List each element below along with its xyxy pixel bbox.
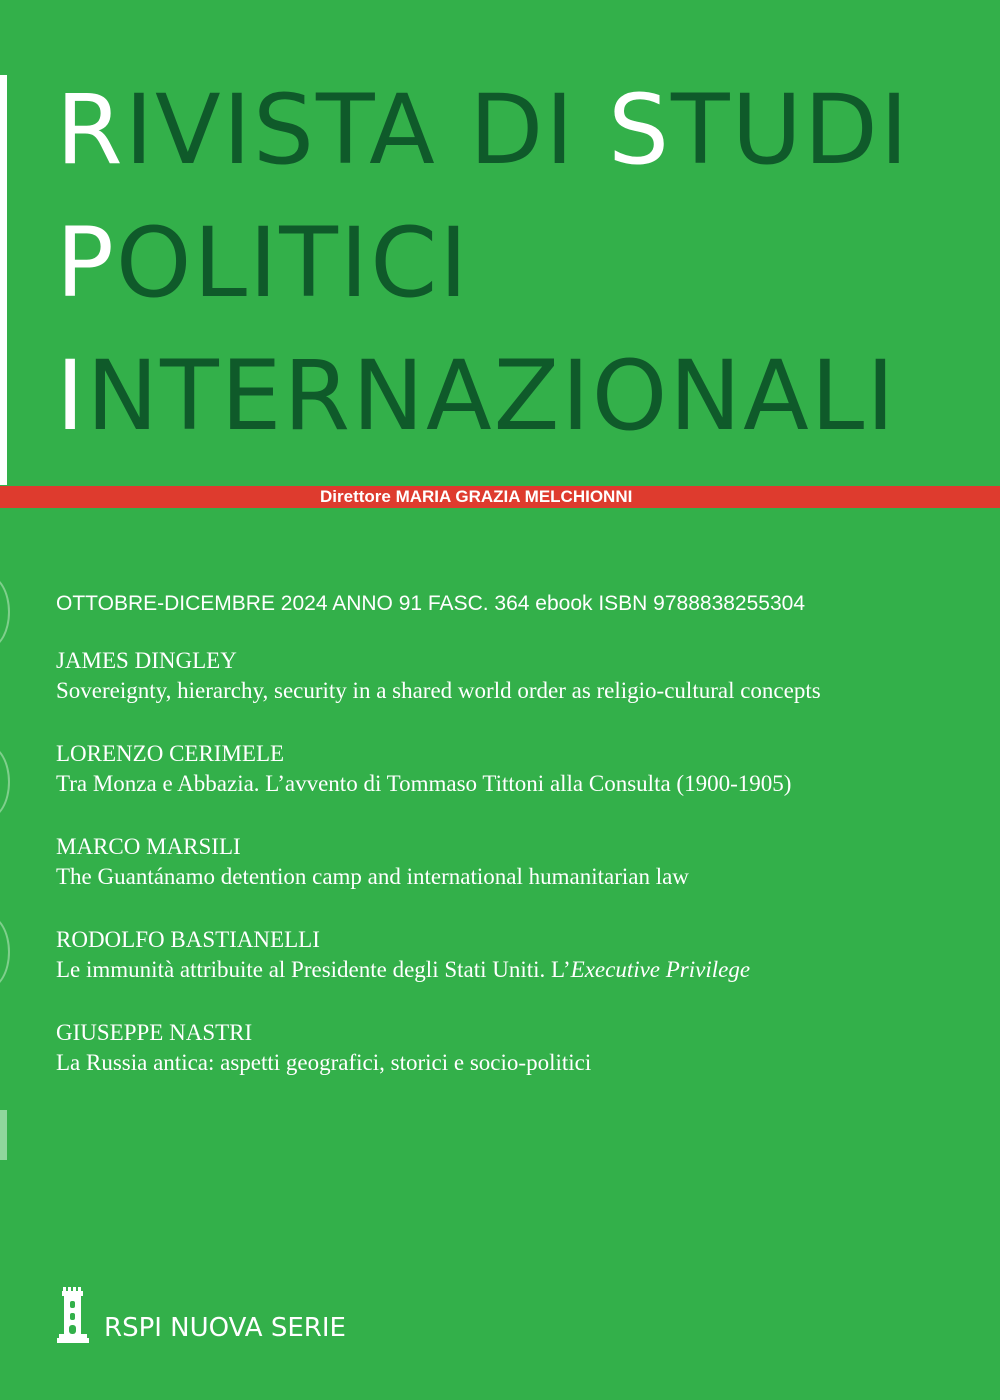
list-item <box>56 646 986 739</box>
series-footer <box>56 1285 346 1345</box>
decorative-arc <box>0 575 10 649</box>
table-of-contents <box>56 646 986 1111</box>
list-item <box>56 1018 986 1111</box>
article-title: The Guantánamo detention camp and international humanitarian law <box>56 864 689 889</box>
director-name: MARIA GRAZIA MELCHIONNI <box>395 487 633 506</box>
list-item <box>56 832 986 925</box>
list-item <box>56 739 986 832</box>
article-author: LORENZO CERIMELE <box>56 741 285 766</box>
article-author: JAMES DINGLEY <box>56 648 237 673</box>
article-title: Tra Monza e Abbazia. L’avvento di Tommaso Tittoni alla Consulta (1900-1905) <box>56 771 792 796</box>
title-line-3: INTERNAZIONALI <box>56 340 897 452</box>
article-author: RODOLFO BASTIANELLI <box>56 927 320 952</box>
article-author: GIUSEPPE NASTRI <box>56 1020 253 1045</box>
title-line-1: RIVISTA DI STUDI <box>56 74 911 186</box>
journal-title <box>56 64 910 463</box>
article-title: Sovereignty, hierarchy, security in a shared world order as religio-cultural concepts <box>56 678 821 703</box>
decorative-arc <box>0 915 10 989</box>
title-line-2: POLITICI <box>56 207 470 319</box>
director-credit <box>320 486 632 508</box>
article-author: MARCO MARSILI <box>56 834 241 859</box>
tower-icon <box>56 1285 90 1345</box>
director-label: Direttore <box>320 487 391 506</box>
list-item <box>56 925 986 1018</box>
article-title: La Russia antica: aspetti geografici, storici e socio-politici <box>56 1050 592 1075</box>
article-title: Le immunità attribuite al Presidente degli Stati Uniti. L’Executive Privilege <box>56 957 751 982</box>
series-label: RSPI NUOVA SERIE <box>104 1313 346 1343</box>
left-accent-bar <box>0 75 7 485</box>
issue-info: OTTOBRE-DICEMBRE 2024 ANNO 91 FASC. 364 ebook ISBN 9788838255304 <box>56 592 806 615</box>
decorative-arc <box>0 745 10 819</box>
side-tab <box>0 1110 7 1160</box>
